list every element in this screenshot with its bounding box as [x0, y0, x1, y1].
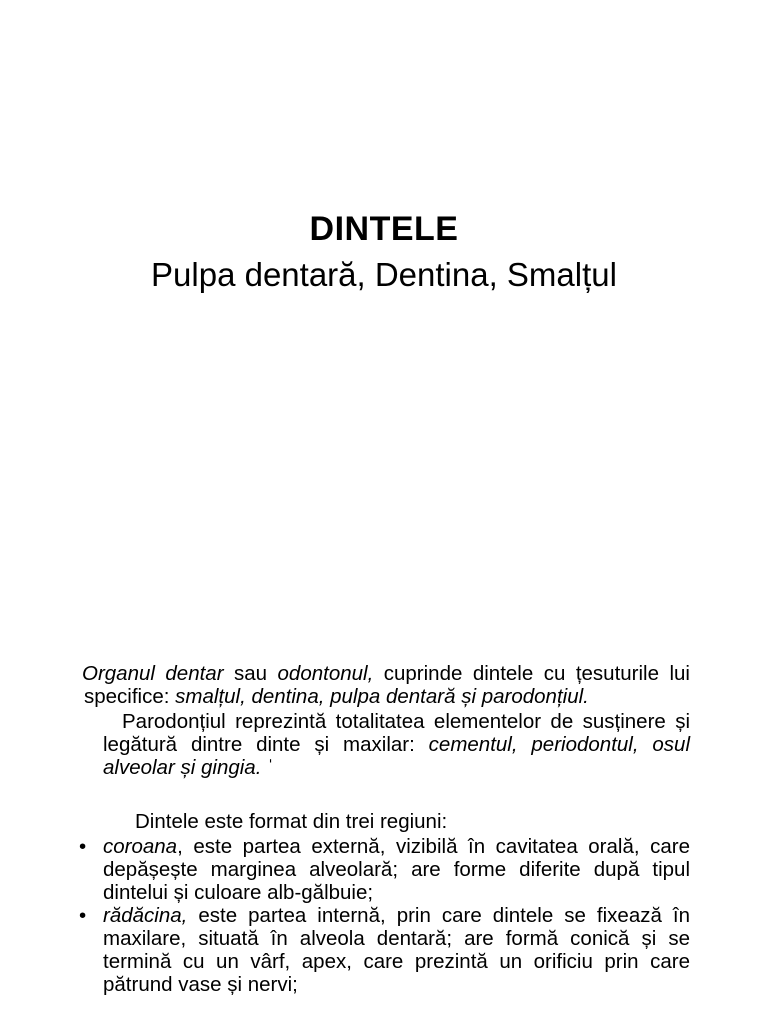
- paragraph1-text-b: cuprinde dintele cu țesuturile lui specifice:: [84, 662, 690, 708]
- regions-intro: Dintele este format din trei regiuni:: [135, 810, 448, 833]
- term-odontonul: odontonul,: [277, 662, 374, 685]
- paragraph2-mark: ˈ: [261, 756, 274, 779]
- regions-wrap: [84, 835, 690, 996]
- region-term-radacina: rădăcina,: [103, 904, 188, 927]
- page-title: DINTELE: [309, 210, 459, 248]
- title-block: [0, 206, 768, 298]
- parodontium-elements-list: cementul, periodontul, osul alveolar și gingia.: [103, 733, 691, 779]
- list-item-radacina: [103, 904, 690, 996]
- term-organul-dentar: Organul dentar: [82, 662, 224, 685]
- paragraph1-text-a: sau: [223, 662, 278, 685]
- region-text-radacina: este partea internă, prin care dintele se fixează în maxilare, situată în alveola dentară; are formă conică și se termină cu un vârf, apex, care prezintă un orificiu prin care pătrund vase și nervi;: [103, 904, 690, 996]
- regions-list: [84, 835, 690, 996]
- paragraph-organul-dentar: [84, 662, 690, 708]
- indented-content: [84, 710, 690, 779]
- paragraph-parodontiul: [103, 710, 690, 779]
- paragraph2-text-a: Parodonțiul reprezintă totalitatea elementelor de susținere și legătură dintre dinte și maxilar:: [103, 710, 690, 756]
- page-subtitle: Pulpa dentară, Dentina, Smalțul: [151, 256, 617, 293]
- region-term-coroana: coroana: [103, 835, 178, 858]
- body-text: [84, 662, 690, 996]
- list-item-coroana: [103, 835, 690, 904]
- tissues-list: smalțul, dentina, pulpa dentară și parodonțiul.: [175, 685, 589, 708]
- region-text-coroana: , este partea externă, vizibilă în cavitatea orală, care depășește marginea alveolară; are forme diferite după tipul dintelui și culoare alb-gălbuie;: [103, 835, 690, 904]
